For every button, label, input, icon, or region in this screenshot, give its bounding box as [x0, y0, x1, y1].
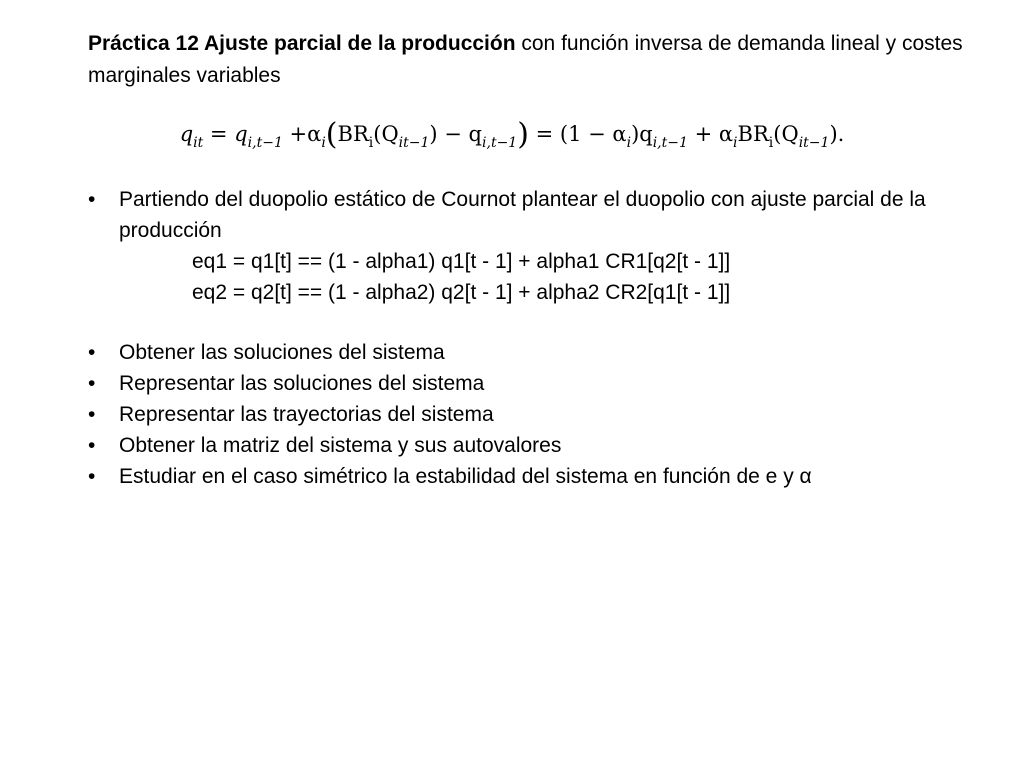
formula-br-sub-b: i [768, 135, 774, 151]
formula-eq: = [203, 122, 235, 146]
formula-minus-q: ) − q [429, 122, 483, 146]
formula-Q: (Q [373, 122, 399, 146]
formula-sub-Qt1-b: it−1 [798, 135, 830, 151]
formula-sub-it1: i,t−1 [247, 135, 283, 151]
title-rest: con función inversa de demanda lineal y costes marginales variables [88, 32, 963, 87]
formula-close-q: )q [631, 122, 653, 146]
formula-Q2: (Q [773, 122, 799, 146]
formula-sub-i-b: i [626, 135, 632, 151]
list-item: • Obtener las soluciones del sistema [88, 337, 988, 368]
formula-end: ). [829, 122, 845, 146]
formula-rparen: ) [517, 117, 529, 152]
formula-sub-i-c: i [733, 135, 738, 151]
list-item: • Representar las soluciones del sistema [88, 368, 988, 399]
formula-eq2: = (1 − α [528, 122, 627, 146]
bullet-text-duopolio: Partiendo del duopolio estático de Cournot plantear el duopolio con ajuste parcial de la producción [119, 188, 926, 242]
formula-br: BR [337, 122, 369, 146]
formula-sub-it1-b: i,t−1 [482, 135, 518, 151]
slide-title [88, 28, 988, 92]
formula-br-b: BR [737, 122, 769, 146]
equation-eq1: eq1 = q1[t] == (1 - alpha1) q1[t - 1] + alpha1 CR1[q2[t - 1]] [192, 250, 731, 273]
formula-lparen: ( [325, 117, 338, 152]
formula-plus-alpha: +α [282, 122, 322, 146]
formula-br-sub: i [368, 135, 374, 151]
task-list [88, 184, 988, 492]
list-item [88, 184, 988, 308]
formula-sub-i: i [321, 135, 326, 151]
partial-adjustment-formula [0, 118, 1024, 151]
equation-eq2: eq2 = q2[t] == (1 - alpha2) q2[t - 1] + alpha2 CR2[q1[t - 1]] [192, 281, 731, 304]
list-item: • Representar las trayectorias del sistema [88, 399, 988, 430]
title-bold: Práctica 12 Ajuste parcial de la producción [88, 32, 516, 55]
formula-q: q [179, 122, 194, 146]
formula-sub-it1-c: i,t−1 [652, 135, 688, 151]
formula-plus-alpha2: + α [687, 122, 734, 146]
formula-sub-Qt1: it−1 [398, 135, 430, 151]
formula-q2: q [234, 122, 248, 146]
list-item: • Obtener la matriz del sistema y sus autovalores [88, 430, 988, 461]
formula-sub-it: it [193, 135, 204, 151]
list-item: • Estudiar en el caso simétrico la estabilidad del sistema en función de e y α [88, 461, 988, 492]
